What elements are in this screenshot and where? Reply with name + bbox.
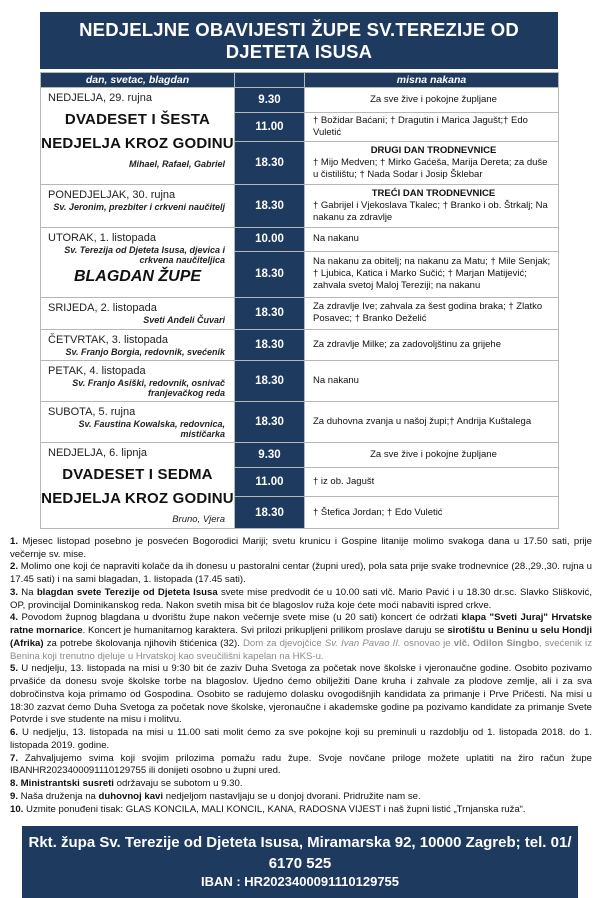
- parish-iban: IBAN : HR2023400091110129755: [200, 874, 400, 890]
- announcement-item-8: [10, 778, 592, 791]
- table-row: [41, 329, 559, 360]
- announcement-text: održavaju se subotom u 9.30.: [113, 778, 243, 789]
- announcement-text: za potrebe školovanja njihovih štićenica (32).: [43, 637, 243, 649]
- day-cell-sunday-29: [41, 88, 235, 185]
- announcement-item-5: [10, 663, 592, 727]
- announcement-text: Mjesec listopad posebno je posvećen Bogorodici Mariji; svetu krunicu i Gospine litanije molimo svakoga dana u 17.50 sati, prije večernje sv. mise.: [10, 535, 592, 560]
- announcement-item-9: [10, 791, 592, 804]
- table-row: [41, 227, 559, 251]
- sunday-title-line2: NEDJELJA KROZ GODINU: [41, 489, 234, 507]
- announcement-number: 9.: [10, 790, 19, 802]
- mass-intention: [305, 141, 559, 184]
- mass-time: 9.30: [235, 88, 305, 113]
- announcements-section: [10, 536, 592, 817]
- mass-intention: Za sve žive i pokojne župljane: [305, 442, 559, 468]
- mass-intention: Za zdravlje Milke; za zadovoljštinu za grijehe: [305, 329, 559, 360]
- mass-intention-text: † Mijo Medven; † Mirko Gaćeša, Marija Dereta; za duše u čistilištu; † Nada Sodar i Josip Šklebar: [313, 156, 548, 180]
- announcement-text-bold: duhovnoj kavi: [98, 790, 164, 802]
- day-label: PETAK, 4. listopada: [48, 364, 146, 377]
- mass-intention: Na nakanu: [305, 360, 559, 401]
- parish-feast-label: BLAGDAN ŽUPE: [73, 267, 202, 285]
- mass-time: 18.30: [235, 401, 305, 442]
- mass-intention: † iz ob. Jagušt: [305, 468, 559, 497]
- announcement-number: 6.: [10, 727, 19, 738]
- announcement-text: Povodom župnog blagdana u dvorištu župe nakon večernje svete mise (u 20 sati) koncert će održati: [18, 612, 462, 624]
- announcement-text-bold: blagdan svete Terezije od Djeteta Isusa: [36, 586, 218, 598]
- table-row: [41, 442, 559, 468]
- announcement-item-1: [10, 536, 592, 562]
- announcement-text: Molimo one koji će napraviti kolače da ih donesu u pastoralni centar (župni ured), pola sata prije svake trodnevnice (28.,29.,30. rujna u 17.45 sati) i na sami blagadan, 1. listopada (17.45 sati).: [10, 561, 592, 585]
- announcement-text-gray: osnovao je: [400, 637, 454, 649]
- mass-intention: Na nakanu: [305, 227, 559, 251]
- table-row: [41, 184, 559, 227]
- parish-contact-bar: [22, 826, 578, 898]
- saint-label: Mihael, Rafael, Gabriel: [128, 159, 225, 169]
- saint-label: Sv. Jeronim, prezbiter i crkveni naučitelj: [53, 201, 225, 212]
- saint-label: Sv. Franjo Borgia, redovnik, svećenik: [65, 346, 225, 357]
- announcement-text-bold: sirotištu u Beninu u selu Hondji (Afrika): [10, 625, 592, 649]
- day-label: PONEDJELJAK, 30. rujna: [48, 188, 176, 201]
- mass-time: 10.00: [235, 227, 305, 251]
- day-column-header: dan, svetac, blagdan: [41, 73, 235, 88]
- table-row: [41, 360, 559, 401]
- mass-time: 18.30: [235, 497, 305, 528]
- announcement-number: 4.: [10, 612, 19, 624]
- sunday-title-line2: NEDJELJA KROZ GODINU: [41, 135, 234, 152]
- announcement-number: 3.: [10, 586, 19, 598]
- announcement-number: 7.: [10, 752, 19, 764]
- announcement-text: Naša druženja na: [18, 790, 99, 802]
- mass-time: 11.00: [235, 468, 305, 497]
- day-cell-saturday: [41, 401, 235, 442]
- announcement-number: 2.: [10, 561, 19, 573]
- announcement-item-6: [10, 727, 592, 753]
- day-cell-tuesday: [41, 227, 235, 297]
- saint-label: Sv. Franjo Asiški, redovnik, osnivač franjevačkog reda: [72, 377, 225, 398]
- mass-time: 18.30: [235, 184, 305, 227]
- announcement-text-bold: klapa "Sveti Juraj" Hrvatske ratne mornarice: [10, 612, 592, 636]
- announcement-text: Na: [18, 586, 37, 598]
- day-label: SRIJEDA, 2. listopada: [48, 301, 157, 314]
- mass-time: 18.30: [235, 251, 305, 297]
- bulletin-title: [40, 12, 558, 69]
- announcement-item-3: [10, 587, 592, 613]
- table-row: [41, 88, 559, 113]
- mass-intention: [305, 184, 559, 227]
- mass-time: 9.30: [235, 442, 305, 468]
- announcement-text: U nedjelju, 13. listopada na misi u 9:30 bit će zaziv Duha Svetoga za početak nove školske i vjeronaučne godine. Osobito pozivamo prvašiće da donesu svoje školske torbe na blagoslov. Ujedno ćemo obilježiti Dane kruha i zahvale za plodove zemlje, ali i za sva dobročinstva koja primamo od Gospodina. Osobito se radujemo dolasku ovogodišnjih kandidata za primanje i Prve Pričesti. Na misi u 18:30 zazvat ćemo Duha Svetoga za početak nove školske, vjeronaučne i akademske godine pa pozivamo kandidate za primanje Svete Potvrde i sve studente na misu i molitvu.: [10, 663, 592, 726]
- day-cell-thursday: [41, 329, 235, 360]
- announcement-text-gray-bold: vlč. Odilon Singbo: [453, 637, 539, 649]
- mass-intention: Za zdravlje Ive; zahvala za šest godina braka; † Zlatko Posavec; † Branko Deželić: [305, 297, 559, 329]
- announcement-text: Uzmite ponuđeni tisak: GLAS KONCILA, MALI KONCIL, KANA, RADOSNA VIJEST i naš župni listić „Trnjanska ruža“.: [23, 803, 526, 815]
- mass-intention: † Štefica Jordan; † Edo Vuletić: [305, 497, 559, 528]
- announcement-text: svete mise predvodit će u 10.00 sati vlč. Mario Pavić i u 18.30 dr.sc. Slavko Slišković, OP, provincijal Dominikanskog reda. Nakon svetih misa bit će blagoslov ruža koje ćete moći nabaviti ispred crkve.: [10, 586, 592, 611]
- day-cell-friday: [41, 360, 235, 401]
- announcement-text: . Koncert je humanitarnog karaktera. Svi prilozi prikupljeni prilikom proslave daruju se: [82, 625, 448, 636]
- day-cell-wednesday: [41, 297, 235, 329]
- day-label: UTORAK, 1. listopada: [48, 231, 157, 244]
- announcement-number: 10.: [10, 803, 24, 815]
- day-label: NEDJELJA, 6. lipnja: [48, 446, 148, 459]
- parish-address: Rkt. župa Sv. Terezije od Djeteta Isusa, Miramarska 92, 10000 Zagreb; tel. 01/ 6170 525: [28, 834, 572, 873]
- saint-label: Sv. Terezija od Djeteta Isusa, djevica i crkvena naučiteljica: [64, 244, 225, 265]
- mass-intention: Na nakanu za obitelj; na nakanu za Matu; † Mile Senjak; † Ljubica, Katica i Marko Sučić; † Marjan Matijević; zahvala svetoj Maloj Tereziji; na nakanu: [305, 251, 559, 297]
- triduum-heading: DRUGI DAN TRODNEVNICE: [370, 144, 497, 156]
- announcement-number: 5.: [10, 663, 19, 675]
- sunday-title-line1: DVADESET I SEDMA: [62, 465, 213, 483]
- table-row: [41, 297, 559, 329]
- announcement-text-gray: Dom za djevojčice: [242, 637, 325, 649]
- bulletin-title-text: NEDJELJNE OBAVIJESTI ŽUPE SV.TEREZIJE OD DJETETA ISUSA: [79, 19, 519, 62]
- mass-time: 18.30: [235, 329, 305, 360]
- day-cell-monday: [41, 184, 235, 227]
- announcement-number: 1.: [10, 535, 19, 547]
- announcement-text: U nedjelju, 13. listopada na misi u 11.00 sati molit ćemo za sve pokojne koji su preminuli u razdoblju od 1. listopada 2018. do 1. listopada 2019. godine.: [10, 727, 592, 751]
- mass-intention: † Božidar Baćani; † Dragutin i Marica Jagušt;† Edo Vuletić: [305, 113, 559, 142]
- day-label: SUBOTA, 5. rujna: [48, 405, 136, 418]
- day-label: NEDJELJA, 29. rujna: [48, 92, 152, 104]
- intention-column-header: misna nakana: [305, 73, 559, 88]
- mass-time: 11.00: [235, 113, 305, 142]
- announcement-item-4: [10, 612, 592, 663]
- announcement-text-gray-italic: Sv. Ivan Pavao II.: [324, 637, 401, 649]
- mass-intention: Za duhovna zvanja u našoj župi;† Andrija Kuštalega: [305, 401, 559, 442]
- mass-time: 18.30: [235, 360, 305, 401]
- schedule-header-row: [41, 73, 559, 88]
- day-cell-sunday-6: [41, 442, 235, 528]
- mass-intention: Za sve žive i pokojne župljane: [305, 88, 559, 113]
- announcement-item-2: [10, 561, 592, 587]
- mass-time: 18.30: [235, 141, 305, 184]
- announcement-item-10: [10, 804, 592, 817]
- announcement-text: Zahvaljujemo svima koji svojim prilozima pomažu radu župe. Svoje novčane priloge možete uplatiti na žiro račun župe IBANHR2023400091110129755 ili donijeti osobno u župni ured.: [10, 752, 592, 777]
- triduum-heading: TREĆI DAN TRODNEVNICE: [371, 187, 496, 199]
- table-row: [41, 401, 559, 442]
- announcement-text-gray: , svećenik iz Benina koji trenutno djeluje u Hrvatskoj kao sveučilišni kapelan na HKS-u.: [10, 637, 592, 662]
- announcement-text: nedjeljom nastavljaju se u donjoj dvorani. Pridružite nam se.: [163, 790, 421, 802]
- time-column-header: [235, 73, 305, 88]
- mass-time: 18.30: [235, 297, 305, 329]
- mass-schedule-table: [40, 72, 559, 529]
- saint-label: Bruno, Vjera: [172, 513, 225, 525]
- sunday-title-line1: DVADESET I ŠESTA: [64, 111, 211, 128]
- saint-label: Sv. Faustina Kowalska, redovnica, mističarka: [78, 418, 225, 439]
- announcement-item-7: [10, 753, 592, 779]
- saint-label: Sveti Anđeli Čuvari: [143, 314, 225, 325]
- mass-intention-text: † Gabrijel i Vjekoslava Tkalec; † Branko i ob. Štrkalj; Na nakanu za zdravlje: [313, 199, 548, 223]
- day-label: ČETVRTAK, 3. listopada: [48, 333, 169, 346]
- announcement-number: 8. Ministrantski susreti: [10, 778, 114, 789]
